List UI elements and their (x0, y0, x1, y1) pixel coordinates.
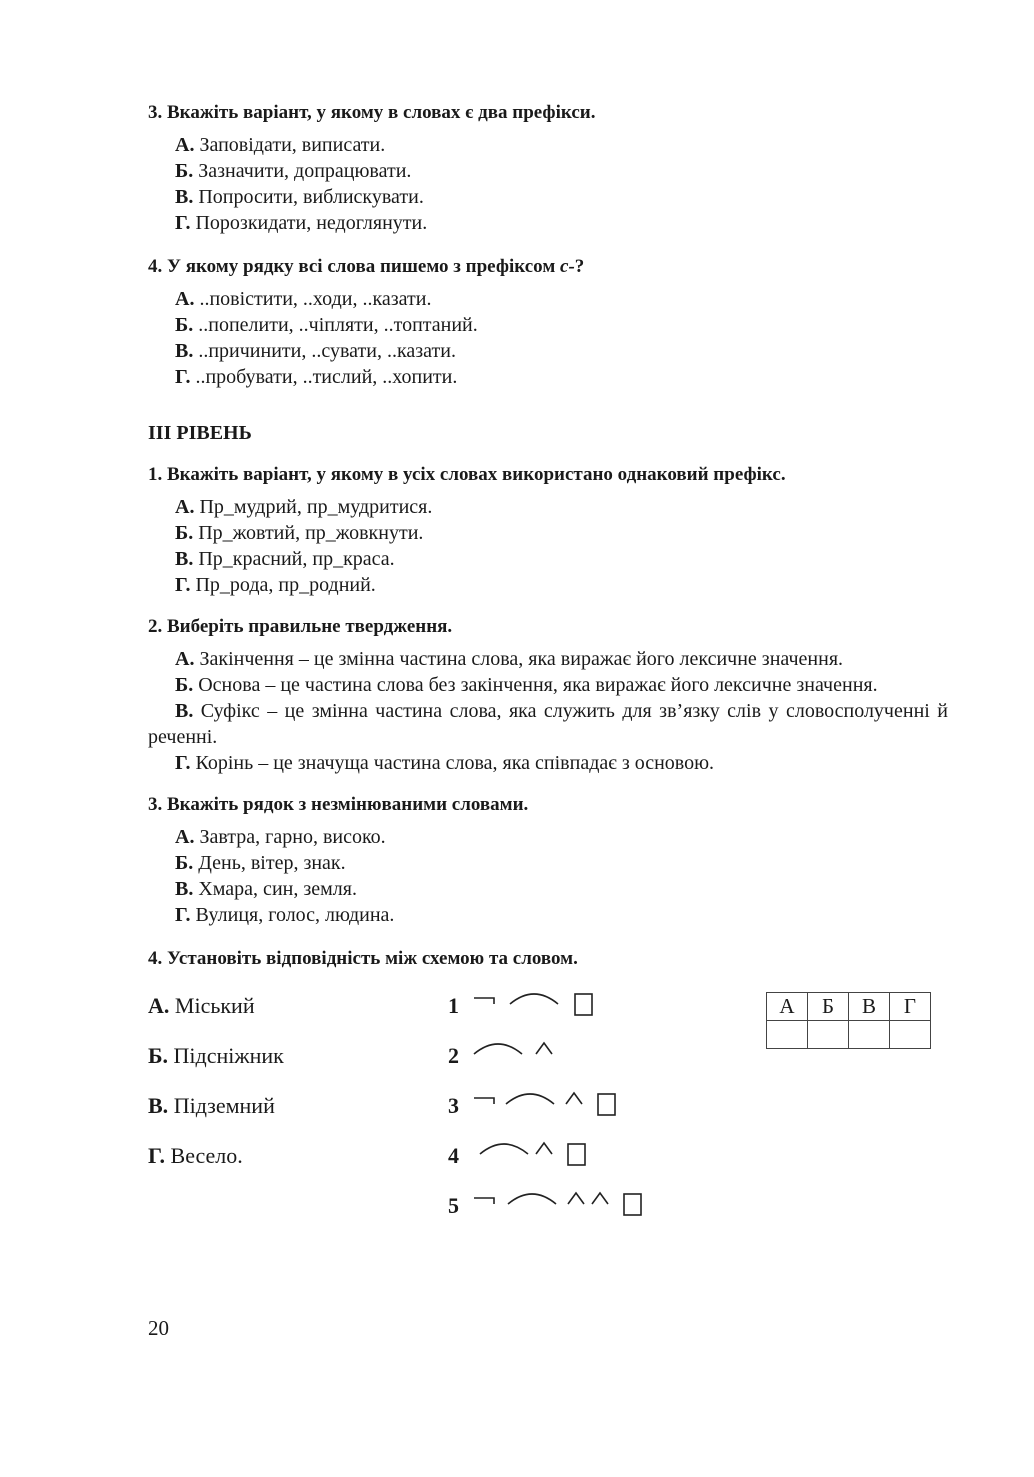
root-icon (474, 1044, 522, 1054)
root-icon (506, 1094, 554, 1104)
l3q2-option-a: А. Закінчення – це змінна частина слова, яка виражає його лексичне значення. (175, 648, 844, 670)
answer-header-d: Г (890, 993, 931, 1021)
l3-question-4-title: 4. Установіть відповідність між схемою та словом. (148, 948, 578, 969)
l3q3-option-c: В. Хмара, син, земля. (175, 878, 357, 900)
scheme-number-1: 1 (448, 993, 459, 1018)
suffix-icon (566, 1093, 582, 1104)
scheme-number-2: 2 (448, 1043, 459, 1068)
q4-option-b: Б. ..попелити, ..чіпляти, ..топтаний. (175, 314, 478, 336)
q3-option-a: А. Заповідати, виписати. (175, 134, 386, 156)
answer-header-c: В (849, 993, 890, 1021)
level-3-heading: ІІІ РІВЕНЬ (148, 422, 252, 444)
question-4-title: 4. У якому рядку всі слова пишемо з префіксом с-? (148, 256, 585, 277)
ending-icon (624, 1194, 641, 1215)
ending-icon (568, 1144, 585, 1165)
answer-header-a: А (767, 993, 808, 1021)
scheme-number-5: 5 (448, 1193, 459, 1218)
q4-option-c: В. ..причинити, ..сувати, ..казати. (175, 340, 456, 362)
q4-option-d: Г. ..пробувати, ..тислий, ..хопити. (175, 366, 458, 388)
morpheme-scheme-4 (470, 1134, 600, 1170)
l3q1-option-b: Б. Пр_жовтий, пр_жовкнути. (175, 522, 424, 544)
l3-question-1-title: 1. Вкажіть варіант, у якому в усіх словах використано однаковий префікс. (148, 464, 786, 485)
match-word-c: В. Підземний (148, 1093, 275, 1118)
root-icon (510, 994, 558, 1004)
ending-icon (598, 1094, 615, 1115)
page-content (148, 100, 948, 1252)
answer-header-b: Б (808, 993, 849, 1021)
match-word-b: Б. Підсніжник (148, 1043, 284, 1068)
root-icon (480, 1144, 528, 1154)
answer-cell-d[interactable] (890, 1021, 931, 1049)
answer-cell-a[interactable] (767, 1021, 808, 1049)
prefix-icon (474, 1098, 494, 1104)
page-number: 20 (148, 1316, 169, 1340)
answer-grid (766, 992, 931, 1049)
answer-cell-c[interactable] (849, 1021, 890, 1049)
l3q1-option-d: Г. Пр_рода, пр_родний. (175, 574, 376, 596)
matching-section (148, 992, 948, 1252)
scheme-number-4: 4 (448, 1143, 459, 1168)
suffix-icon (536, 1143, 552, 1154)
l3q3-option-d: Г. Вулиця, голос, людина. (175, 904, 395, 926)
scheme-number-3: 3 (448, 1093, 459, 1118)
l3q2-option-b: Б. Основа – це частина слова без закінчення, яка виражає його лексичне значення. (175, 674, 878, 696)
ending-icon (575, 994, 592, 1015)
l3q3-option-a: А. Завтра, гарно, високо. (175, 826, 386, 848)
q3-option-d: Г. Порозкидати, недоглянути. (175, 212, 428, 234)
question-3-title: 3. Вкажіть варіант, у якому в словах є два префікси. (148, 102, 596, 123)
l3q3-option-b: Б. День, вітер, знак. (175, 852, 346, 874)
root-icon (508, 1194, 556, 1204)
answer-cell-b[interactable] (808, 1021, 849, 1049)
l3q2-option-d: Г. Корінь – це значуща частина слова, яка співпадає з основою. (175, 752, 715, 774)
q3-option-c: В. Попросити, виблискувати. (175, 186, 424, 208)
morpheme-scheme-3 (470, 1084, 630, 1120)
l3q2-option-c: В. Суфікс – це змінна частина слова, яка служить для зв’язку слів у словосполученні й реченні. (148, 700, 948, 748)
match-word-a: А. Міський (148, 993, 255, 1018)
l3-question-2-title: 2. Виберіть правильне твердження. (148, 616, 453, 637)
suffix-icon (536, 1043, 552, 1054)
l3q1-option-a: А. Пр_мудрий, пр_мудритися. (175, 496, 433, 518)
morpheme-scheme-2 (470, 1034, 600, 1070)
morpheme-scheme-5 (470, 1184, 660, 1220)
match-word-d: Г. Весело. (148, 1143, 243, 1168)
suffix-icon (568, 1193, 584, 1204)
l3-question-3-title: 3. Вкажіть рядок з незмінюваними словами. (148, 794, 529, 815)
prefix-icon (474, 998, 494, 1004)
q4-option-a: А. ..повістити, ..ходи, ..казати. (175, 288, 432, 310)
prefix-icon (474, 1198, 494, 1204)
q3-option-b: Б. Зазначити, допрацювати. (175, 160, 412, 182)
l3q1-option-c: В. Пр_красний, пр_краса. (175, 548, 395, 570)
suffix-icon (592, 1193, 608, 1204)
morpheme-scheme-1 (470, 984, 600, 1020)
